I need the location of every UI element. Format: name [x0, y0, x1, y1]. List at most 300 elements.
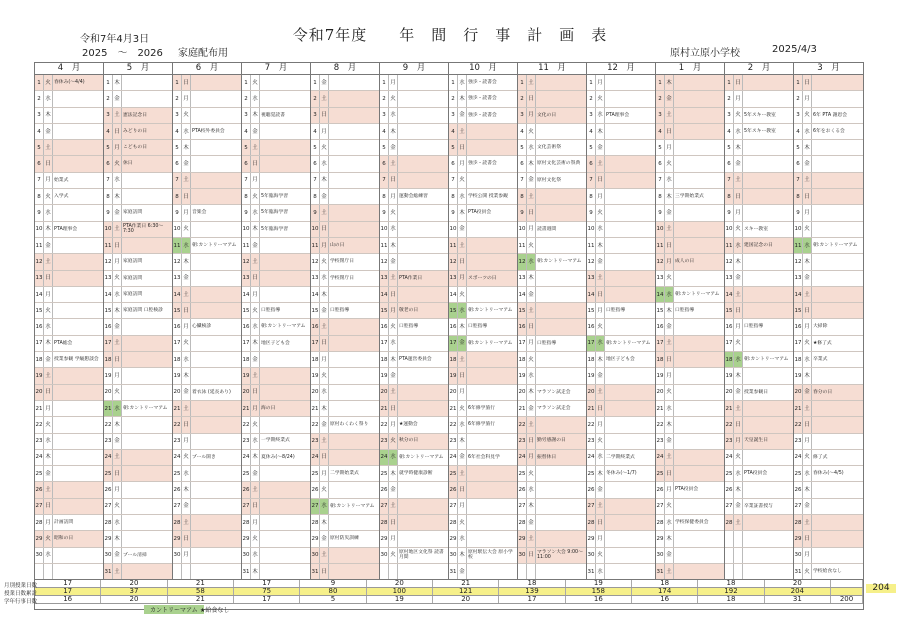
summary-cell: 17: [35, 580, 101, 587]
event-text: [191, 140, 241, 155]
event-text: [674, 222, 724, 237]
day-number: 30: [311, 548, 320, 563]
day-cell: [587, 254, 655, 270]
day-cell: [380, 548, 448, 564]
event-text: [536, 417, 586, 432]
summary-cell: 100: [367, 588, 433, 595]
event-text: [260, 450, 310, 465]
event-text: [398, 319, 448, 334]
event-text: [329, 531, 379, 546]
event-text: [674, 466, 724, 481]
day-cell: [794, 205, 863, 221]
weekday: 日: [803, 303, 812, 318]
day-number: 9: [242, 205, 251, 220]
event-label: 口腔指導: [606, 308, 626, 314]
day-number: 2: [725, 91, 734, 106]
day-number: 6: [725, 156, 734, 171]
event-text: [812, 434, 863, 449]
event-text: [191, 108, 241, 123]
event-text: [605, 548, 655, 563]
event-text: [743, 75, 793, 90]
day-number: 9: [725, 205, 734, 220]
day-number: 25: [173, 466, 182, 481]
day-number: 31: [104, 564, 113, 579]
weekday: 木: [320, 173, 329, 188]
weekday: 日: [113, 466, 122, 481]
weekday: 土: [113, 222, 122, 237]
day-number: 4: [173, 124, 182, 139]
day-cell: [656, 450, 724, 466]
weekday: 月: [320, 466, 329, 481]
event-text: [53, 336, 103, 351]
event-label: 5年臨海学習: [261, 210, 289, 216]
event-label: 6年 PTA 謝恩会: [813, 112, 848, 118]
month-column: [104, 63, 173, 579]
weekday: 土: [320, 548, 329, 563]
weekday: 土: [527, 75, 536, 90]
event-text: [260, 368, 310, 383]
weekday: 木: [527, 499, 536, 514]
event-label: PTA理事会: [606, 112, 630, 118]
day-cell: [380, 401, 448, 417]
event-text: [53, 222, 103, 237]
event-text: [122, 222, 172, 237]
day-cell: [104, 124, 172, 140]
event-text: [812, 336, 863, 351]
event-text: [191, 238, 241, 253]
day-number: 21: [449, 401, 458, 416]
weekday: 水: [665, 287, 674, 302]
day-number: 7: [518, 173, 527, 188]
day-cell: [449, 205, 517, 221]
day-cell: [587, 434, 655, 450]
day-number: 17: [587, 336, 596, 351]
event-text: [812, 352, 863, 367]
weekday: 火: [527, 352, 536, 367]
day-cell: [656, 434, 724, 450]
event-label: 授業参観日: [744, 389, 768, 395]
day-cell: [380, 303, 448, 319]
weekday: 木: [113, 75, 122, 90]
weekday: 金: [527, 287, 536, 302]
weekday: 土: [389, 499, 398, 514]
event-text: [191, 156, 241, 171]
event-text: [743, 173, 793, 188]
page-title: 令和7年度 年 間 行 事 計 画 表: [292, 26, 608, 44]
day-cell: [311, 75, 379, 91]
weekday: 月: [182, 548, 191, 563]
weekday: 火: [665, 271, 674, 286]
day-cell: [242, 564, 310, 579]
event-text: [536, 499, 586, 514]
weekday: 木: [182, 368, 191, 383]
day-number: 8: [725, 189, 734, 204]
day-number: 8: [449, 189, 458, 204]
event-label: マラソン試走会: [537, 389, 571, 395]
day-number: 17: [173, 336, 182, 351]
day-number: 30: [380, 548, 389, 563]
day-number: 18: [656, 352, 665, 367]
day-number: 13: [173, 271, 182, 286]
event-text: [812, 75, 863, 90]
event-text: [260, 499, 310, 514]
event-text: [536, 189, 586, 204]
event-text: [674, 385, 724, 400]
event-text: [122, 156, 172, 171]
day-cell: [587, 531, 655, 547]
day-number: 25: [35, 466, 44, 481]
event-text: [398, 303, 448, 318]
day-cell: [35, 91, 103, 107]
event-text: [605, 515, 655, 530]
day-number: 16: [794, 319, 803, 334]
day-number: 19: [725, 368, 734, 383]
weekday: 日: [803, 417, 812, 432]
event-text: [260, 189, 310, 204]
day-cell: [242, 352, 310, 368]
event-text: [536, 319, 586, 334]
day-number: 5: [587, 140, 596, 155]
day-cell: [311, 140, 379, 156]
day-number: 27: [104, 499, 113, 514]
weekday: 金: [251, 352, 260, 367]
day-number: 15: [449, 303, 458, 318]
day-cell: [242, 531, 310, 547]
day-cell: [104, 287, 172, 303]
weekday: 木: [458, 434, 467, 449]
day-cell: [242, 205, 310, 221]
weekday: 水: [458, 189, 467, 204]
event-text: [122, 385, 172, 400]
event-label: 家庭訪問: [123, 259, 143, 265]
day-cell: [242, 515, 310, 531]
day-cell: [449, 124, 517, 140]
event-label: 6年修学旅行: [468, 422, 496, 428]
event-text: [329, 287, 379, 302]
weekday: 日: [182, 417, 191, 432]
day-number: 4: [242, 124, 251, 139]
day-number: 11: [725, 238, 734, 253]
weekday: 日: [734, 303, 743, 318]
weekday: 木: [665, 303, 674, 318]
weekday: 土: [596, 385, 605, 400]
weekday: 月: [527, 222, 536, 237]
event-text: [536, 368, 586, 383]
day-cell: [311, 450, 379, 466]
summary-cell: 5: [300, 596, 366, 603]
weekday: 日: [251, 271, 260, 286]
weekday: 火: [527, 238, 536, 253]
weekday: 木: [665, 531, 674, 546]
day-cell: [794, 303, 863, 319]
weekday: 土: [182, 173, 191, 188]
day-number: 16: [656, 319, 665, 334]
weekday: 火: [320, 140, 329, 155]
day-number: 7: [242, 173, 251, 188]
day-cell: [242, 450, 310, 466]
day-cell: [173, 124, 241, 140]
weekday: 日: [251, 156, 260, 171]
day-cell: [173, 287, 241, 303]
day-cell: [725, 319, 793, 335]
weekday: 木: [527, 385, 536, 400]
event-text: [260, 173, 310, 188]
day-cell: [656, 564, 724, 579]
day-number: 21: [311, 401, 320, 416]
weekday: 日: [113, 352, 122, 367]
weekday: 土: [665, 222, 674, 237]
day-number: 10: [380, 222, 389, 237]
event-text: [605, 156, 655, 171]
day-number: 3: [656, 108, 665, 123]
day-number: 19: [35, 368, 44, 383]
calendar-grid: [34, 62, 864, 580]
day-cell: [380, 205, 448, 221]
weekday: 月: [44, 401, 53, 416]
event-label: スキー教室: [744, 226, 768, 232]
day-cell: [518, 254, 586, 270]
day-cell: [725, 271, 793, 287]
day-number: 18: [587, 352, 596, 367]
event-label: PTA作業日 6:30～7:30: [123, 223, 164, 235]
event-text: [53, 75, 103, 90]
day-cell: [656, 368, 724, 384]
day-cell: [35, 450, 103, 466]
day-cell: [518, 499, 586, 515]
weekday: 金: [44, 238, 53, 253]
event-text: [122, 450, 172, 465]
event-label: 計画訪問: [54, 519, 74, 525]
event-label: 原村駅伝大会 原小学校: [468, 549, 513, 561]
day-number: 19: [518, 368, 527, 383]
weekday: 水: [803, 352, 812, 367]
event-text: [536, 531, 586, 546]
weekday: 火: [251, 531, 260, 546]
day-number: 25: [587, 466, 596, 481]
day-number: 18: [104, 352, 113, 367]
weekday: 木: [803, 482, 812, 497]
weekday: 木: [458, 548, 467, 563]
day-number: 22: [380, 417, 389, 432]
day-number: 9: [587, 205, 596, 220]
weekday: 月: [458, 271, 467, 286]
day-cell: [518, 515, 586, 531]
event-text: [260, 303, 310, 318]
weekday: 木: [803, 254, 812, 269]
version-date: 2025/4/3: [772, 44, 817, 55]
day-number: 26: [656, 482, 665, 497]
weekday: 月: [113, 482, 122, 497]
school-name: 原村立原小学校: [670, 48, 740, 59]
day-cell: [173, 319, 241, 335]
weekday: 月: [527, 450, 536, 465]
event-text: [536, 287, 586, 302]
month-header: 4 月: [35, 63, 103, 75]
event-label: 原村わくわく祭り: [330, 422, 369, 428]
day-cell: [380, 482, 448, 498]
day-cell: [587, 368, 655, 384]
weekday: 土: [665, 108, 674, 123]
weekday: 日: [458, 368, 467, 383]
event-text: [674, 124, 724, 139]
day-cell: [104, 434, 172, 450]
day-number: 28: [35, 515, 44, 530]
event-text: [605, 287, 655, 302]
day-cell: [242, 319, 310, 335]
weekday: 木: [251, 336, 260, 351]
row-cumulative-days: [35, 588, 863, 596]
weekday: 土: [182, 515, 191, 530]
event-label: PTA作業日: [399, 275, 423, 281]
event-text: [812, 303, 863, 318]
day-number: 5: [104, 140, 113, 155]
weekday: 火: [527, 124, 536, 139]
event-text: [122, 548, 172, 563]
day-cell: [518, 352, 586, 368]
event-text: [53, 417, 103, 432]
day-cell: [449, 564, 517, 579]
weekday: 水: [320, 156, 329, 171]
day-number: 19: [380, 368, 389, 383]
event-text: [398, 499, 448, 514]
day-number: 25: [311, 466, 320, 481]
day-number: 22: [242, 417, 251, 432]
weekday: 土: [251, 140, 260, 155]
day-number: 3: [725, 108, 734, 123]
day-number: 26: [587, 482, 596, 497]
day-number: 15: [311, 303, 320, 318]
day-cell: [794, 482, 863, 498]
day-cell: [104, 156, 172, 172]
weekday: 金: [320, 75, 329, 90]
weekday: 月: [596, 417, 605, 432]
weekday: [734, 548, 743, 563]
day-number: 18: [518, 352, 527, 367]
event-text: [674, 499, 724, 514]
day-cell: [104, 352, 172, 368]
month-column: [173, 63, 242, 579]
event-text: [329, 271, 379, 286]
day-number: 17: [311, 336, 320, 351]
event-text: [260, 271, 310, 286]
day-number: 26: [380, 482, 389, 497]
day-cell: [656, 548, 724, 564]
event-text: [743, 238, 793, 253]
weekday: 土: [113, 336, 122, 351]
event-text: [674, 336, 724, 351]
day-cell: [242, 434, 310, 450]
weekday: 月: [251, 173, 260, 188]
day-number: 7: [656, 173, 665, 188]
event-text: [743, 254, 793, 269]
weekday: 日: [527, 434, 536, 449]
weekday: 日: [389, 173, 398, 188]
day-number: 29: [449, 531, 458, 546]
event-label: 海の日: [261, 405, 276, 411]
event-text: [674, 189, 724, 204]
day-number: 16: [104, 319, 113, 334]
event-text: [260, 124, 310, 139]
day-number: 11: [380, 238, 389, 253]
day-cell: [518, 531, 586, 547]
event-text: [329, 401, 379, 416]
day-number: 5: [173, 140, 182, 155]
event-text: [53, 140, 103, 155]
event-label: 大掃除: [813, 324, 828, 330]
event-text: [674, 548, 724, 563]
day-number: 22: [104, 417, 113, 432]
day-number: 6: [656, 156, 665, 171]
event-text: [398, 434, 448, 449]
day-cell: [518, 401, 586, 417]
day-number: 2: [242, 91, 251, 106]
day-cell: [518, 564, 586, 579]
weekday: 月: [803, 205, 812, 220]
weekday: 月: [182, 434, 191, 449]
event-text: [191, 124, 241, 139]
event-text: [122, 531, 172, 546]
day-cell: [173, 482, 241, 498]
event-text: [605, 401, 655, 416]
event-text: [812, 450, 863, 465]
event-text: [398, 564, 448, 579]
day-number: 24: [518, 450, 527, 465]
summary-cell: 18: [632, 580, 698, 587]
day-number: 16: [311, 319, 320, 334]
weekday: 木: [44, 336, 53, 351]
weekday: 火: [44, 303, 53, 318]
day-cell: [587, 548, 655, 564]
day-number: 18: [725, 352, 734, 367]
day-cell: [656, 303, 724, 319]
day-number: 26: [518, 482, 527, 497]
event-text: [605, 482, 655, 497]
event-text: [398, 156, 448, 171]
event-text: [191, 548, 241, 563]
day-number: 6: [35, 156, 44, 171]
event-text: [398, 417, 448, 432]
weekday: 月: [113, 140, 122, 155]
day-number: 21: [173, 401, 182, 416]
day-cell: [311, 499, 379, 515]
day-number: 8: [104, 189, 113, 204]
day-number: [380, 564, 389, 579]
day-cell: [518, 238, 586, 254]
weekday: 木: [389, 466, 398, 481]
summary-cell: 19: [566, 580, 632, 587]
event-text: [743, 417, 793, 432]
day-number: 19: [104, 368, 113, 383]
day-number: 18: [242, 352, 251, 367]
event-label: 学校閉庁日: [330, 275, 354, 281]
event-text: [122, 434, 172, 449]
event-text: [260, 91, 310, 106]
day-cell: [587, 173, 655, 189]
day-cell: [725, 303, 793, 319]
weekday: 火: [734, 450, 743, 465]
event-label: 視聴覚読書: [261, 112, 285, 118]
event-text: [260, 140, 310, 155]
day-cell: [104, 368, 172, 384]
event-text: [53, 319, 103, 334]
weekday: 金: [665, 319, 674, 334]
day-cell: [173, 548, 241, 564]
day-number: 9: [104, 205, 113, 220]
day-number: 23: [311, 434, 320, 449]
day-number: 15: [104, 303, 113, 318]
weekday: 日: [665, 352, 674, 367]
day-cell: [380, 156, 448, 172]
